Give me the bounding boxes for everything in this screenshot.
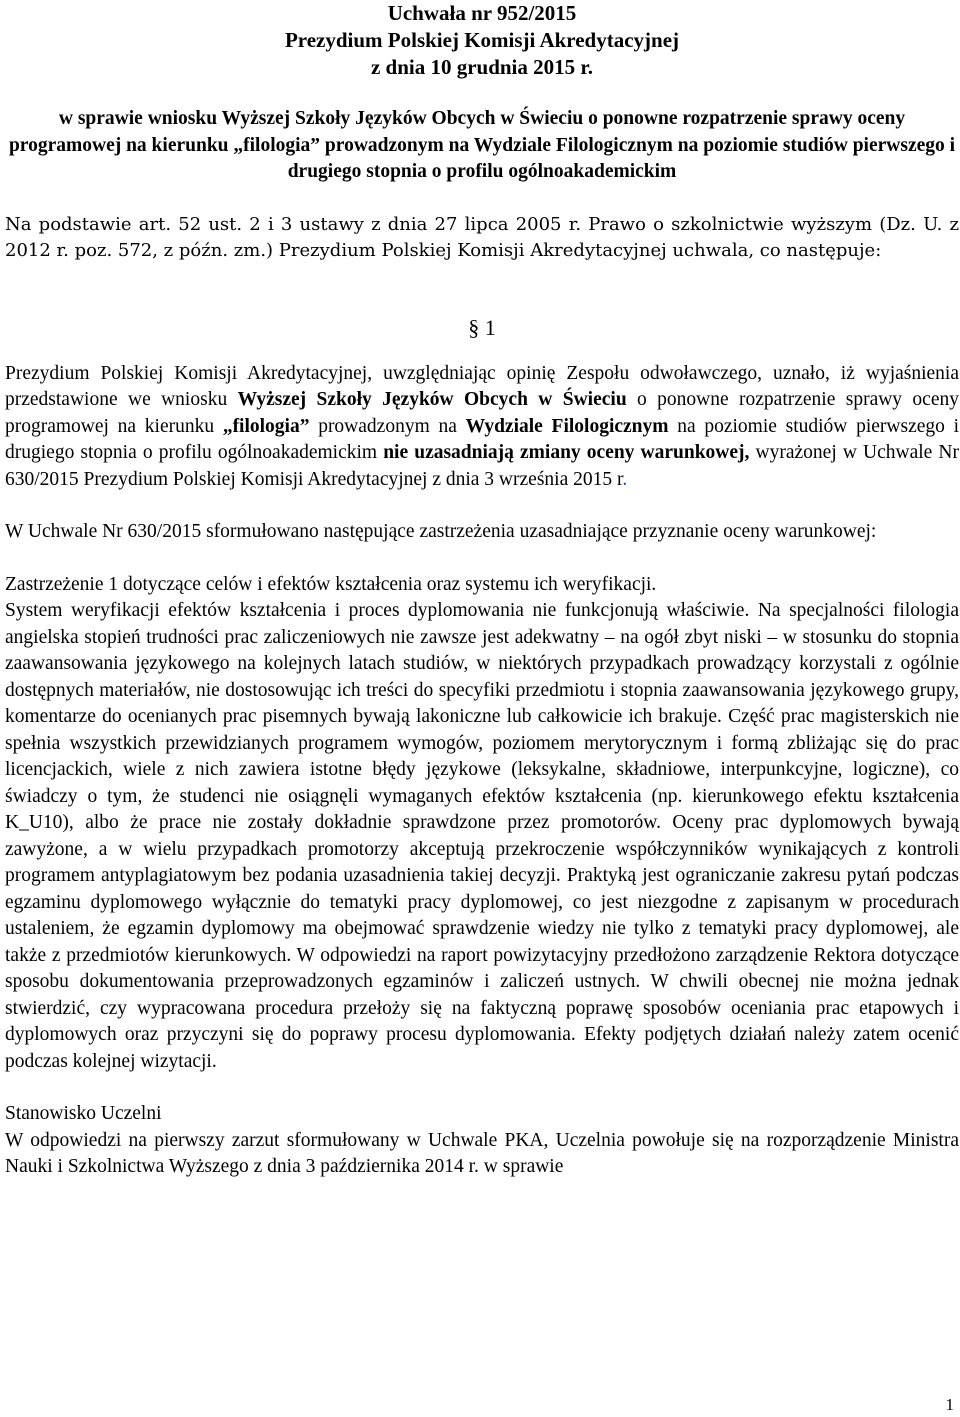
reservation-1-title: Zastrzeżenie 1 dotyczące celów i efektów kształcenia oraz systemu ich weryfikacji. bbox=[5, 573, 657, 595]
resolution-paragraph bbox=[5, 361, 959, 494]
university-name: Wyższej Szkoły Języków Obcych w Świeciu bbox=[237, 389, 627, 410]
issuing-body: Prezydium Polskiej Komisji Akredytacyjnej bbox=[284, 28, 680, 52]
resolution-text-5: wyrażonej w Uchwale Nr 630/2015 Prezydium Polskiej Komisji Akredytacyjnej z dnia 3 września 2015 r bbox=[5, 442, 959, 490]
position-title: Stanowisko Uczelni bbox=[5, 1103, 162, 1124]
section-mark: § 1 bbox=[468, 314, 496, 340]
resolution-date: z dnia 10 grudnia 2015 r. bbox=[370, 55, 594, 79]
field-name: „filologia” bbox=[222, 415, 310, 437]
decision-text: nie uzasadniają zmiany oceny warunkowej, bbox=[383, 442, 750, 463]
page-number: 1 bbox=[945, 1395, 954, 1414]
resolution-text-1: Prezydium Polskiej Komisji Akredytacyjnej, uwzględniając opinię Zespołu odwoławczego, uznało, iż wyjaśnienia przedstawione we wniosku bbox=[5, 362, 959, 410]
resolution-end-dot: . bbox=[622, 468, 628, 490]
resolution-subject: w sprawie wniosku Wyższej Szkoły Języków Obcych w Świeciu o ponowne rozpatrzenie sprawy oceny programowej na kierunku „filologia” prowadzonym na Wydziale Filologicznym na poziomie studiów pierwszego i drugiego stopnia o profilu ogólnoakademickim bbox=[8, 108, 956, 182]
document-page bbox=[5, 0, 959, 1181]
resolution-header bbox=[5, 0, 959, 81]
reservations-intro: W Uchwale Nr 630/2015 sformułowano następujące zastrzeżenia uzasadniające przyznanie oceny warunkowej: bbox=[5, 521, 877, 542]
faculty-name: Wydziale Filologicznym bbox=[465, 415, 669, 437]
resolution-text-2: o ponowne rozpatrzenie sprawy oceny programowej na kierunku bbox=[5, 389, 959, 437]
reservation-1-body: System weryfikacji efektów kształcenia i proces dyplomowania nie funkcjonują właściwie. Na specjalności filologia angielska stopień trudności prac zaliczeniowych nie zawsze jest adekwatny – na ogół zbyt niski – w stosunku do stopnia zaawansowania językowego na kolejnych latach studiów, w niektórych przypadkach prowadzący korzystali z ogólnie dostępnych materiałów, nie dostosowując ich treści do specyfiki przedmiotu i stopnia zaawansowania językowego grupy, komentarze do ocenianych prac pisemnych bywają lakoniczne lub całkowicie ich brakuje. Część prac magisterskich nie spełnia wszystkich przewidzianych programem wymogów, poziomem merytorycznym i formą zbliżając się do prac licencjackich, wiele z nich zawiera istotne błędy językowe (leksykalne, składniowe, interpunkcyjne, logiczne), co świadczy o tym, że studenci nie osiągnęli wymaganych efektów kształcenia (np. kierunkowego efektu kształcenia K_U10), albo że prace nie zostały dokładnie sprawdzone przez promotorów. Oceny prac dyplomowych bywają zawyżone, a w wielu przypadkach promotorzy akceptują przekroczenie współczynników wynikających z kontroli programem antyplagiatowym bez podania uzasadnienia takiej decyzji. Praktyką jest ograniczanie zakresu pytań podczas egzaminu dyplomowego wyłącznie do tematyki pracy dyplomowej, co jest niezgodne z zapisanym w procedurach ustaleniem, że egzamin dyplomowy ma obejmować sprawdzenie wiedzy nie tylko z tematyki pracy dyplomowej, ale także z przedmiotów kierunkowych. W odpowiedzi na raport powizytacyjny przedłożono zarządzenie Rektora dotyczące sposobu dokumentowania przeprowadzonych egzaminów i zaliczeń ustnych. W chwili obecnej nie można jednak stwierdzić, czy wypracowana procedura przełoży się na faktyczną poprawę sposobów oceniania prac etapowych i dyplomowych oraz przyczyni się do poprawy procesu dyplomowania. Efekty podjętych działań należy zatem ocenić podczas kolejnej wizytacji. bbox=[5, 600, 959, 1072]
legal-basis: Na podstawie art. 52 ust. 2 i 3 ustawy z dnia 27 lipca 2005 r. Prawo o szkolnictwie wyższym (Dz. U. z 2012 r. poz. 572, z późn. zm.) Prezydium Polskiej Komisji Akredytacyjnej uchwala, co następuje: bbox=[5, 213, 959, 261]
resolution-number: Uchwała nr 952/2015 bbox=[387, 1, 577, 25]
resolution-text-3: prowadzonym na bbox=[309, 415, 466, 437]
position-body: W odpowiedzi na pierwszy zarzut sformułowany w Uchwale PKA, Uczelnia powołuje się na rozporządzenie Ministra Nauki i Szkolnictwa Wyższego z dnia 3 października 2014 r. w sprawie bbox=[5, 1129, 959, 1177]
resolution-text-4: na poziomie studiów pierwszego i drugiego stopnia o profilu ogólnoakademickim bbox=[5, 415, 959, 463]
